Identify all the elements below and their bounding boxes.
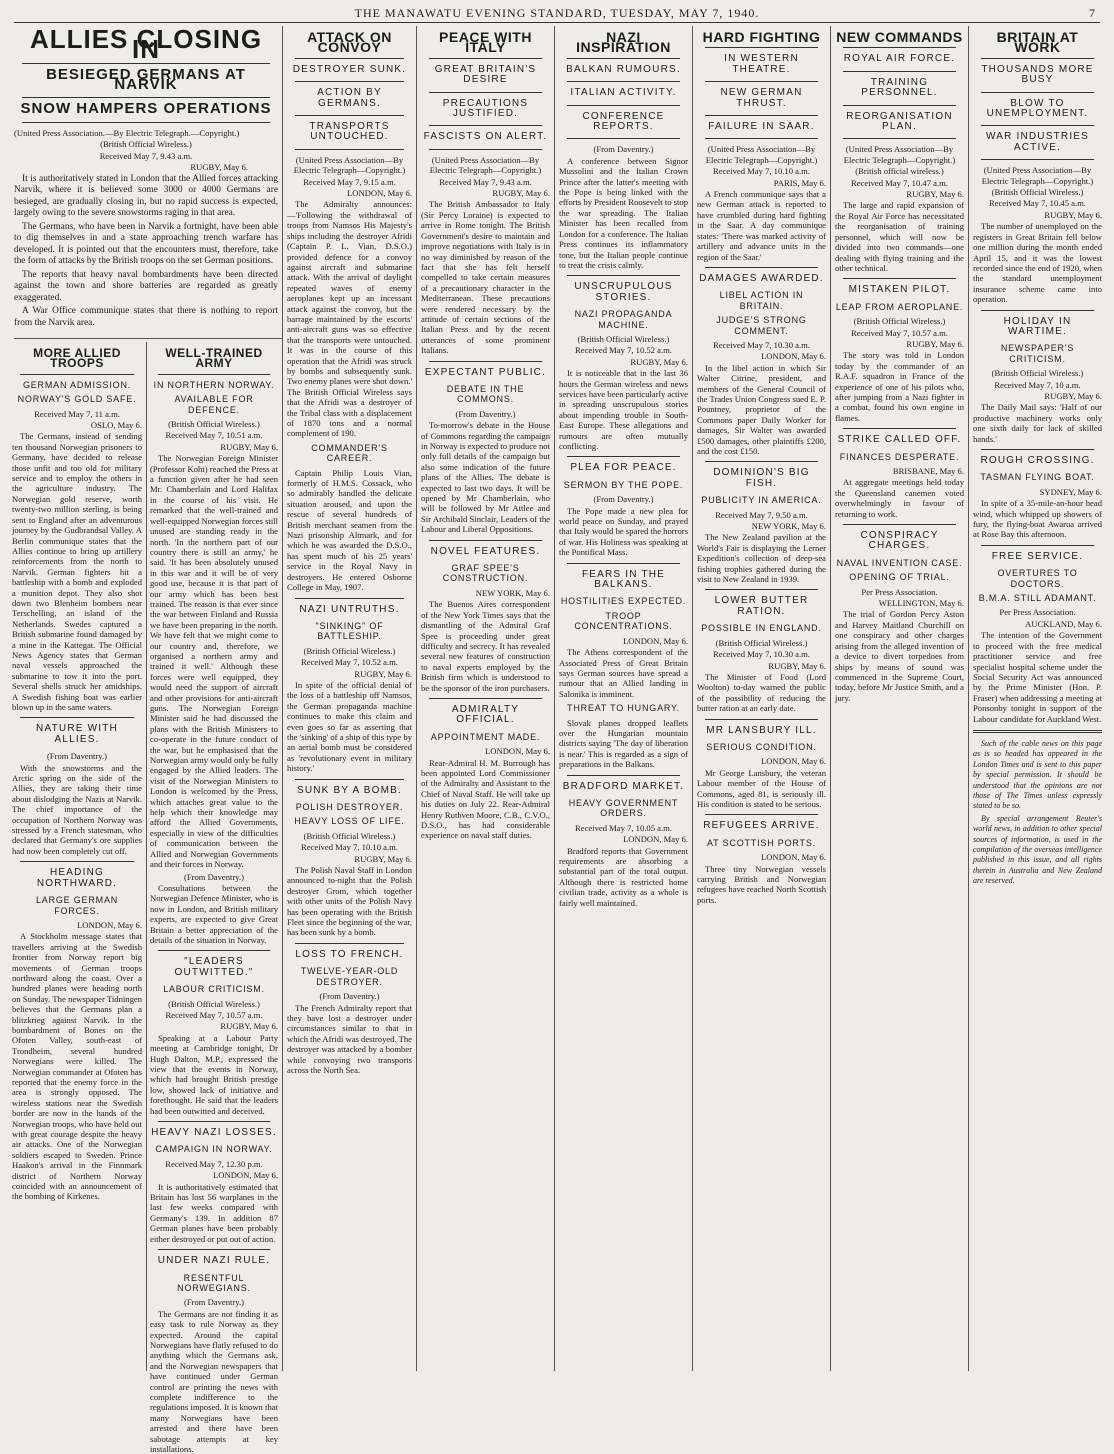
credit-line: (United Press Association—By Electric Telegraph—Copyright.) — [843, 144, 956, 165]
subheadline: BALKAN RUMOURS. — [566, 63, 681, 75]
subheadline: NEW GERMAN THRUST. — [720, 87, 803, 109]
subheadline: AVAILABLE FOR DEFENCE. — [174, 394, 254, 415]
dateline: LONDON, May 6. — [623, 834, 688, 845]
article-text: To-morrow's debate in the House of Commons regarding the campaign in Norway is expected to produce not only full details of the campaign but also some indication of the future plans of the Allies. The debate is expected to last two days. It will be opened by Mr Chamberlain, who will be followed by Mr Attlee and Sir Archibald Sinclair, Leaders of the Labour and Liberal Oppositions. — [421, 420, 550, 535]
received-line: Received May 7, 9.43 a.m. — [99, 150, 193, 161]
article-text: Mr George Lansbury, the veteran Labour member of the House of Commons, aged 81, is seriously ill. His condition is stated to be serious. — [697, 767, 826, 809]
subheadline: PUBLICITY IN AMERICA. — [701, 495, 822, 506]
headline: COMMANDER'S CAREER. — [311, 442, 388, 464]
subheadline: IN WESTERN THEATRE. — [724, 53, 799, 75]
headline: NOVEL FEATURES. — [430, 545, 541, 557]
subheadline: TRANSPORTS UNTOUCHED. — [309, 121, 390, 143]
headline: SUNK BY A BOMB. — [296, 784, 403, 796]
column-3 — [287, 28, 412, 1370]
dateline: LONDON, May 6. — [347, 188, 412, 199]
source-line: (British Official Wireless.) — [991, 187, 1084, 198]
dateline: PARIS, May 6. — [773, 177, 826, 188]
headline: ADMIRALTY OFFICIAL. — [451, 703, 520, 726]
source-line: (From Daventry.) — [183, 1297, 245, 1308]
column-rule — [282, 26, 283, 1371]
subheadline: TROOP CONCENTRATIONS. — [574, 610, 673, 632]
subheadline: CAMPAIGN IN NORWAY. — [155, 1144, 273, 1155]
headline: THREAT TO HUNGARY. — [567, 703, 680, 714]
column-rule — [692, 26, 693, 1371]
dateline: RUGBY, May 6. — [354, 668, 412, 679]
article-text: The Germans, instead of sending ten thousand Norwegian prisoners to Germany, have decided to release those unfit and too old for military service and to employ the others in the agriculture industry. The Norwegian gold reserve, worth twenty-two million sterling, is being sent to England after an adventurous journey by the Gudbrandsal Valley. A Berlin communique states that the Allies continue to bring up artillery reinforcements from the north to Narvik. German fighters hit a battleship with a bomb and exploded a munition depot. They also shot down two Blenheim bombers near Terschelling, an island of the Netherlands. Swedes captured a British submarine found damaged by a mine in the Kattegat. The Official News Agency states that German naval vessels approached the submarine to tow it into the port. Several shells struck her amidships. A Swedish fishing boat was earlier blown up in the same waters. — [12, 431, 142, 712]
received-line: Received May 7, 10.51 a.m. — [165, 430, 263, 441]
dateline: WELLINGTON, May 6. — [878, 598, 964, 609]
article-text: The Daily Mail says: 'Half of our productive machinery works only one sixth daily for lack of skilled hands.' — [973, 402, 1102, 444]
received-line: Received May 7, 10.47 a.m. — [851, 177, 948, 188]
subheadline: HOSTILITIES EXPECTED. — [560, 596, 687, 607]
headline: MISTAKEN PILOT. — [848, 284, 951, 296]
dateline: LONDON, May 6. — [485, 746, 550, 757]
headline: EXPECTANT PUBLIC. — [424, 366, 547, 378]
headline: MR LANSBURY ILL. — [706, 724, 817, 736]
article-text: It is authoritatively estimated that Britain has lost 56 warplanes in the last few weeks compared with Germany's 139. In addition 87 German planes have been probably either destroyed or put out of action. — [150, 1181, 278, 1244]
article-text: Rear-Admiral H. M. Burrough has been appointed Lord Commissioner of the Admiralty and Assistant to the Chief of Naval Staff. He will take up his duties on July 22. Rear-Admiral Henry Ruthven Moore, C.B., C.V.O., D.S.O., has had considerable experience on naval staff duties. — [421, 757, 550, 841]
subheadline: NORWAY'S GOLD SAFE. — [17, 394, 137, 405]
source-line: (British Official Wireless.) — [303, 830, 396, 841]
subheadline: LABOUR CRITICISM. — [163, 984, 265, 995]
column-6 — [697, 28, 826, 1370]
source-line: (From Daventry.) — [183, 871, 245, 882]
subheadline: B.M.A. STILL ADAMANT. — [978, 593, 1097, 604]
column-2 — [150, 344, 278, 1454]
dateline: RUGBY, May 6. — [354, 853, 412, 864]
subheadline: ROYAL AIR FORCE. — [843, 53, 956, 65]
received-line: Received May 7, 10.10 a.m. — [713, 166, 810, 177]
lead-headline: ALLIES CLOSING IN — [29, 24, 263, 65]
article-text: Slovak planes dropped leaflets over the Hungarian mountain districts saying 'The day of liberation is near.' This is regarded as a sign of preparations in the Balkans. — [559, 717, 688, 770]
source-line: (From Daventry.) — [593, 494, 654, 505]
headline: HEAVY NAZI LOSSES. — [151, 1127, 277, 1139]
received-line: Received May 7, 10.52 a.m. — [575, 345, 672, 356]
headline: NEW COMMANDS — [836, 29, 963, 45]
masthead-title: THE MANAWATU EVENING STANDARD, TUESDAY, MAY 7, 1940. — [354, 6, 760, 20]
headline: REFUGEES ARRIVE. — [703, 820, 820, 832]
dateline: RUGBY, May 6. — [220, 441, 278, 452]
subheadline: REORGANISATION PLAN. — [846, 110, 953, 133]
subheadline: GRAF SPEE'S CONSTRUCTION. — [442, 563, 529, 584]
article-text: The trial of Gordon Percy Aston and Harvey Maitland Churchill on one conspiracy and other charges arising from the alleged invention of a device to divert torpedoes from ships by means of sound was commenced in the Supreme Court, today, before Mr Justice Smith, and a jury. — [835, 609, 964, 703]
article-text: At aggregate meetings held today the Queensland canemen voted overwhelmingly in favour of returning to work. — [835, 477, 964, 519]
article-text: The Polish Naval Staff in London announced to-night that the Polish destroyer Grom, which together with other units of the Polish Navy has been operating with the British Fleet since the beginning of the war, has been sunk by a bomb. — [287, 865, 412, 938]
source-line: (British Official Wireless.) — [577, 333, 670, 344]
source-line: (British Official Wireless.) — [100, 139, 192, 150]
headline: HOLIDAY IN WARTIME. — [1003, 315, 1072, 337]
column-rule — [416, 26, 417, 1371]
article-text: The Athens correspondent of the Associated Press of Great Britain says German sources have spread a rumour that an Allied landing in Salonika is imminent. — [559, 647, 688, 699]
credit-line: (United Press Association—By Electric Telegraph—Copyright.) — [293, 154, 406, 176]
subheadline: RESENTFUL NORWEGIANS. — [177, 1272, 251, 1293]
subheadline: ACTION BY GERMANS. — [317, 87, 382, 109]
article-text: It is noticeable that in the last 36 hours the German wireless and news services have been particularly active in spreading unscrupulous stories about impending trouble in South-East Europe. These allegations and rumours are often mutually conflicting. — [559, 368, 688, 451]
article-text: Captain Philip Louis Vian, formerly of H.M.S. Cossack, who so admirably handled the delicate situation aroused, and upon the rescue of several hundreds of British merchant seamen from the Nazi prisonship Altmark, and for which he was awarded the D.S.O., has spent much of his 25 years' service in the Royal Navy in destroyers. He entered Osborne College in May, 1907. — [287, 467, 412, 593]
received-line: Received May 7, 9.15 a.m. — [303, 176, 396, 187]
received-line: Received May 7, 10 a.m. — [994, 379, 1081, 390]
subheadline: NEWSPAPER'S CRITICISM. — [1000, 343, 1075, 364]
subheadline: OVERTURES TO DOCTORS. — [997, 568, 1078, 589]
source-line: (British official wireless.) — [855, 166, 944, 177]
received-line: Received May 7, 11 a.m. — [34, 408, 120, 419]
article-text: The intention of the Government to proceed with the free medical practitioner service and free specialist hospital scheme under the Social Security Act was announced by the Prime Minister (Hon. P. Fraser) when addressing a meeting at Ponsonby tonight in support of the Labour candidate for Auckland West. — [973, 630, 1102, 724]
footnote: Such of the cable news on this page as is so headed has appeared in the London Times and is sent to this paper by special permission. It should be understood that the opinions are not those of The Times unless expressly stated to be so. — [973, 738, 1102, 811]
subheadline: OPENING OF TRIAL. — [849, 572, 950, 583]
headline: HARD FIGHTING — [702, 29, 821, 45]
article-text: The Minister of Food (Lord Woolton) to-day warned the public of the possibility of reducing the butter ration at an early date. — [697, 671, 826, 714]
dateline: NEW YORK, May 6. — [475, 587, 550, 598]
subheadline: FASCISTS ON ALERT. — [423, 131, 548, 143]
source-line: (From Daventry.) — [455, 408, 516, 419]
headline: MORE ALLIED TROOPS — [33, 346, 121, 371]
subheadline: APPOINTMENT MADE. — [430, 731, 541, 742]
column-4 — [421, 28, 550, 1370]
received-line: Received May 7, 9.50 a.m. — [715, 509, 808, 520]
subheadline: LARGE GERMAN FORCES. — [35, 895, 119, 916]
headline: PLEA FOR PEACE. — [570, 462, 677, 474]
headline: PEACE WITH ITALY — [439, 29, 532, 56]
subheadline: "SINKING" OF BATTLESHIP. — [315, 620, 384, 642]
dateline: RUGBY, May 6. — [1044, 209, 1102, 220]
dateline: RUGBY, May 6. — [768, 660, 826, 671]
headline: CONSPIRACY CHARGES. — [860, 530, 939, 552]
article-text: The large and rapid expansion of the Royal Air Force has necessitated the reorganisation of training personnel, which will now be divided into two commands—one dealing with flying training and the other technical. — [835, 200, 964, 273]
article-text: In the libel action in which Sir Walter Citrine, president, and members of the General Council of the Trades Union Congress sued E. P. Pountney, proprietor of the Commons paper Daily Worker for damages, Sir Walter was awarded £500 damages, other plaintiffs £200, and the cost £150. — [697, 362, 826, 456]
received-line: Received May 7, 10.30 a.m. — [713, 649, 810, 660]
article-text: The Norwegian Foreign Minister (Professor Koht) reached the Press at a function given after he had seen Mr. Chamberlain and Lord Halifax in the course of his visit. He remarked that the well-trained and well-equipped Norwegian forces still unused are standing ready in the north. 'In the northern part of our country there is still an army,' he said. 'It has been absolutely unused in this war and it will be of very good use, because it is that part of our army which has been best trained. The reason is that ever since the war between Finland and Russia we have been preparing in the north. We have felt that we might come to our country and, therefore, we organised a northern army and trained it well.' Although these forces were well equipped, they would need the support of aircraft and other provisions for anti-aircraft guns. The Norwegian Foreign Minister said he had discussed the plans with the British Ministers to co-operate in the future conduct of the war, but he emphasised that the Norwegian army would only be fully engaged by the Allied leaders. The visit of the Norwegian Ministers to London is welcomed by the Press, which attaches great value to the help which their knowledge may afford the Allied Governments, especially in view of the difficulties of communication between the Allied and Norwegian Governments and their forces in Norway. — [150, 453, 278, 870]
dateline: RUGBY, May 6. — [906, 338, 964, 349]
lead-paragraph: The reports that heavy naval bombardments have been directed against the town and shore batteries are regarded as greatly exaggerated. — [14, 269, 278, 303]
article-text: In spite of a 35-mile-an-hour head wind, which whipped up showers of fury, the flying-boat Awarua arrived at Rose Bay this afternoon. — [973, 498, 1102, 540]
column-rule — [554, 26, 555, 1371]
lead-article — [14, 24, 278, 334]
dateline: RUGBY, May 6. — [492, 188, 550, 199]
column-1 — [12, 344, 142, 1370]
dateline: RUGBY, May 6. — [630, 356, 688, 367]
article-text: The British Ambassador to Italy (Sir Percy Loraine) is expected to arrive in Rome tonight. The British Government's desire to maintain and improve negotiations with Italy is in no way diminished by reason of the fact that she has felt herself compelled to take certain measures of a precautionary character in the Mediterranean. These precautions were rendered necessary by the attitude of certain sections of the Italian Press and by the recent utterances of some prominent Italians. — [421, 199, 550, 356]
subheadline: FINANCES DESPERATE. — [839, 451, 960, 462]
received-line: Received May 7, 12.30 p.m. — [165, 1158, 263, 1169]
subheadline: ITALIAN ACTIVITY. — [570, 87, 677, 99]
subheadline: THOUSANDS MORE BUSY — [981, 63, 1094, 86]
received-line: Received May 7, 10.45 a.m. — [989, 198, 1086, 209]
subheadline: LIBEL ACTION IN BRITAIN. — [719, 290, 804, 311]
headline: WELL-TRAINED ARMY — [165, 346, 263, 371]
dateline: BRISBANE, May 6. — [892, 466, 964, 476]
dateline: AUCKLAND, May 6. — [1025, 618, 1102, 629]
lead-paragraph: The Germans, who have been in Narvik a fortnight, have been able to dig themselves in and a state approaching trench warfare has developed. It is pointed out that the encounters must, therefore, take the form of attacks by the British troops on the set German positions. — [14, 221, 278, 267]
source-line: (From Daventry.) — [593, 144, 654, 155]
source-line: (From Daventry.) — [46, 751, 108, 762]
headline: HEADING NORTHWARD. — [36, 867, 118, 889]
dateline: LONDON, May 6. — [213, 1170, 278, 1181]
dateline: RUGBY, May 6. — [190, 162, 248, 173]
credit-line: (United Press Association—By Electric Telegraph—Copyright.) — [981, 165, 1094, 186]
dateline: SYDNEY, May 6. — [1039, 486, 1102, 497]
subheadline: SERMON BY THE POPE. — [563, 479, 684, 490]
headline: UNSCRUPULOUS STORIES. — [574, 281, 673, 303]
subheadline: TASMAN FLYING BOAT. — [980, 472, 1095, 483]
dateline: LONDON, May 6. — [761, 351, 826, 362]
subheadline: HEAVY GOVERNMENT ORDERS. — [568, 797, 679, 819]
article-text: The Germans are not finding it as easy task to rule Norway as they expected. Around the capital Norwegians have flatly refused to do anything which the Germans ask, and the Norwegian newspapers that have continued under German control are printing the news with complete indifference to the regulations imposed. It is known that many Norwegians have been arrested and there have been sabotage attempts at key installations. — [150, 1308, 278, 1454]
dateline: RUGBY, May 6. — [906, 189, 964, 200]
subheadline: AT SCOTTISH PORTS. — [707, 837, 816, 848]
subheadline: POLISH DESTROYER. — [295, 802, 404, 812]
dateline: LONDON, May 6. — [623, 635, 688, 646]
headline: NAZI UNTRUTHS. — [299, 603, 400, 615]
source-line: (British Official Wireless.) — [853, 316, 946, 327]
article-text: The French Admiralty report that they have lost a destroyer under circumstances similar to that in which the Afridi was destroyed. The destroyer was attacked by a bomber while convoying two transports across the North Sea. — [287, 1002, 412, 1075]
dateline: NEW YORK, May 6. — [751, 521, 826, 532]
headline: LOWER BUTTER RATION. — [714, 595, 809, 617]
subheadline: POSSIBLE IN ENGLAND. — [701, 623, 822, 634]
column-8 — [973, 28, 1102, 1370]
article-text: In spite of the official denial of the loss of a battleship off Namsos, the German propaganda machine continues to make this claim and even goes so far as asserting that the 'sinking' of a ship of this type by an aerial bomb must be considered as 'revolutionary event in military history.' — [287, 679, 412, 774]
headline: UNDER NAZI RULE. — [157, 1255, 271, 1267]
received-line: Received May 7, 10.52 a.m. — [301, 657, 398, 668]
subheadline: NAVAL INVENTION CASE. — [836, 557, 963, 568]
subheadline: LEAP FROM AEROPLANE. — [835, 301, 964, 312]
received-line: Received May 7, 10.30 a.m. — [713, 339, 810, 350]
subheadline: NAZI PROPAGANDA MACHINE. — [574, 309, 673, 330]
article-text: The New Zealand pavilion at the World's Fair is displaying the Lerner Expedition's collection of deep-sea fishing trophies gathered during the visit to New Zealand in 1939. — [697, 532, 826, 585]
article-text: A conference between Signor Mussolini and the Italian Crown Prince after the latter's meeting with the Pope is being linked with the efforts by President Roosevelt to stop the war spreading. The Italian Minister has been recalled from London for a conference. The Italian Press continues its inflammatory tone, but the Italian people continue to treat the crisis calmly. — [559, 155, 688, 270]
subheadline: BLOW TO UNEMPLOYMENT. — [986, 97, 1089, 120]
dateline: LONDON, May 6. — [77, 919, 142, 930]
column-rule — [830, 26, 831, 1371]
headline: FEARS IN THE BALKANS. — [581, 568, 666, 591]
received-line: Received May 7, 10.10 a.m. — [301, 842, 398, 853]
subheadline: WAR INDUSTRIES ACTIVE. — [985, 131, 1090, 153]
headline: ROUGH CROSSING. — [980, 455, 1095, 466]
dateline: OSLO, May 6. — [90, 420, 142, 431]
page-number: 7 — [1089, 6, 1096, 20]
subheadline: HEAVY LOSS OF LIFE. — [294, 816, 405, 827]
article-text: The Admiralty announces:—'Following the withdrawal of troops from Namsos His Majesty's ships including the destroyer Afridi (Captain P. L. Vian, D.S.O.) provided defence for a convoy against aircraft and submarine attack. With the arrival of daylight repeated waves of enemy aeroplanes kept up an incessant attack against the convoy, but the barrage maintained by the escorts' anti-aircraft guns was so effective that the transports were untouched. It was in the course of this operation that the Afridi was struck by bombs and subsequently sunk. Two enemy planes were shot down.' The British Official Wireless says that the Afridi was a destroyer of the Tribal class with a displacement of 1870 tons and a normal complement of 190. — [287, 199, 412, 439]
headline: NATURE WITH ALLIES. — [36, 723, 118, 745]
subheadline: DESTROYER SUNK. — [292, 63, 407, 75]
source-line: (From Daventry.) — [319, 991, 380, 1002]
article-text: The Buenos Aires correspondent of the New York Times says that the dismantling of the Admiral Graf Spee is proceeding under great difficulty and secrecy. It has revealed several new features of construction to naval experts employed by the British firm which is understood to be the sponsor of the iron purchasers. — [421, 599, 550, 693]
headline: LOSS TO FRENCH. — [295, 948, 404, 960]
subheadline: GERMAN ADMISSION. — [22, 379, 132, 390]
subheadline: SERIOUS CONDITION. — [706, 741, 817, 752]
source-line: (British Official Wireless.) — [991, 368, 1084, 379]
received-line: Received May 7, 9.43 a.m. — [439, 176, 532, 187]
subheadline: TWELVE-YEAR-OLD DESTROYER. — [300, 966, 399, 987]
source-line: (British Official Wireless.) — [303, 645, 396, 656]
subheadline: PRECAUTIONS JUSTIFIED. — [442, 97, 529, 120]
credit-line: (United Press Association—By Electric Telegraph—Copyright.) — [429, 154, 542, 176]
article-text: The story was told in London today by the commander of an R.A.F. squadron in France of the experience of one of his pilots who, after jumping from a Nazi fighter in a combat, found his own engine in flames. — [835, 350, 964, 423]
column-rule — [146, 342, 147, 1371]
headline: DAMAGES AWARDED. — [699, 272, 824, 284]
received-line: Received May 7, 10.05 a.m. — [575, 822, 672, 833]
dateline: LONDON, May 6. — [761, 852, 826, 863]
headline: BRITAIN AT WORK — [996, 29, 1079, 56]
article-text: With the snowstorms and the Arctic spring on the side of the Allies, they are taking their time about dislodging the Nazis at Narvik. The chief importance of the occupation of Northern Norway was stressed by a French statesman, who declared that Germany's ore supplies had now been completely cut off. — [12, 762, 142, 856]
source-line: Per Press Association. — [999, 607, 1076, 618]
article-text: Consultations between the Norwegian Defence Minister, who is now in London, and British military experts, are expected to give Great Britain a better appreciation of the details of the situation in Norway. — [150, 882, 278, 945]
column-rule — [968, 26, 969, 1371]
subheadline: IN NORTHERN NORWAY. — [153, 379, 275, 390]
dateline: RUGBY, May 6. — [220, 1021, 278, 1032]
credit-line: (United Press Association—By Electric Telegraph—Copyright.) — [705, 144, 818, 165]
footnote: By special arrangement Reuter's world news, in addition to other special sources of information, is used in the compilation of the overseas intelligence published in this issue, and all rights therein in Australia and New Zealand are reserved. — [973, 813, 1102, 886]
subheadline: CONFERENCE REPORTS. — [582, 110, 665, 133]
headline: STRIKE CALLED OFF. — [837, 434, 962, 446]
lead-subheadline: BESIEGED GERMANS AT NARVIK — [46, 65, 246, 94]
received-line: Received May 7, 10.57 a.m. — [851, 327, 948, 338]
dateline: LONDON, May 6. — [761, 756, 826, 767]
dateline: RUGBY, May 6. — [1044, 390, 1102, 401]
source-line: (British Official Wireless.) — [168, 998, 260, 1009]
article-text: The Pope made a new plea for world peace on Sunday, and prayed that Italy would be spared the horrors of war. His Holiness was speaking at the Pontifical Mass. — [559, 505, 688, 558]
column-7 — [835, 28, 964, 1370]
headline: DOMINION'S BIG FISH. — [713, 467, 810, 489]
column-5 — [559, 28, 688, 1370]
subheadline: GREAT BRITAIN'S DESIRE — [434, 63, 537, 86]
credit-line: (United Press Association.—By Electric Telegraph.—Copyright.) — [14, 128, 240, 139]
article-text: A French communique says that a new German attack is reported to have crumbled during hard fighting in the Saar. A day communique states: 'There was marked activity of artillery and advance units in the region of the Saar.' — [697, 189, 826, 262]
source-line: Per Press Association. — [861, 586, 938, 597]
headline: NAZI INSPIRATION — [576, 29, 671, 56]
headline: "LEADERS OUTWITTED." — [174, 956, 254, 978]
article-text: The number of unemployed on the registers in Great Britain fell below one million during the month ended April 15, and it was the lowest recorded since the end of 1920, when the standard unemployment insurance scheme came into operation. — [973, 221, 1102, 305]
received-line: Received May 7, 10.57 a.m. — [165, 1009, 263, 1020]
headline: BRADFORD MARKET. — [562, 780, 685, 792]
subheadline: DEBATE IN THE COMMONS. — [446, 383, 525, 405]
section-rule — [14, 338, 282, 339]
subheadline: JUDGE'S STRONG COMMENT. — [716, 315, 807, 336]
source-line: (British Official Wireless.) — [168, 419, 260, 430]
headline: ATTACK ON CONVOY — [307, 29, 392, 56]
article-text: Speaking at a Labour Party meeting at Cambridge tonight, Dr Hugh Dalton, M.P., expressed the view that the events in Norway, which had brought British prestige low, showed lack of initiative and forethought. He said that the leaders had been outwitted and deceived. — [150, 1032, 278, 1116]
lead-subheadline-2: SNOW HAMPERS OPERATIONS — [20, 99, 272, 117]
article-text: A Stockholm message states that travellers arriving at the Swedish frontier from Norway report big movements of German troops northward along the coast. Over a hundred planes were heading north on Sunday. The newspaper Tidningen believes that the Germans plan a blitzkrieg against Narvik. In the bombardment of Bones on the Ofoten Valley, south-east of Trondheim, several hundred Norwegians were killed. The Norwegian commander at Ofoten has reported that the enemy force in the area is strongly opposed. The wireless stations near the Swedish border are now in the hands of the Norwegian troops, who have held out with great courage despite the heavy air attacks. One of the Norwegian soldiers escaped to Sweden. Prince Haakon's arrival in the Finnmark district of Northern Norway coincided with an announcement of the bombing of Kirkenes. — [12, 931, 142, 1202]
subheadline: FAILURE IN SAAR. — [708, 121, 815, 133]
headline: FREE SERVICE. — [991, 550, 1084, 562]
source-line: (British Official Wireless.) — [715, 637, 808, 648]
article-text: Three tiny Norwegian vessels carrying British and Norwegian refugees have reached North Scottish ports. — [697, 863, 826, 905]
article-text: Bradford reports that Government requirements are absorbing a substantial part of the total output. Although there is restricted home civilian trade, activity as a whole is fairly well maintained. — [559, 845, 688, 908]
subheadline: TRAINING PERSONNEL. — [861, 76, 938, 99]
lead-paragraph: It is authoritatively stated in London that the Allied forces attacking Narvik, where it is believed some 3000 or 4000 Germans are besieged, are gradually closing in, but no rapid success is expected, largely owing to the severe snowstorms raging in that area. — [14, 173, 278, 219]
masthead — [14, 4, 1100, 23]
lead-paragraph: A War Office communique states that there is nothing to report from the Narvik area. — [14, 306, 278, 328]
